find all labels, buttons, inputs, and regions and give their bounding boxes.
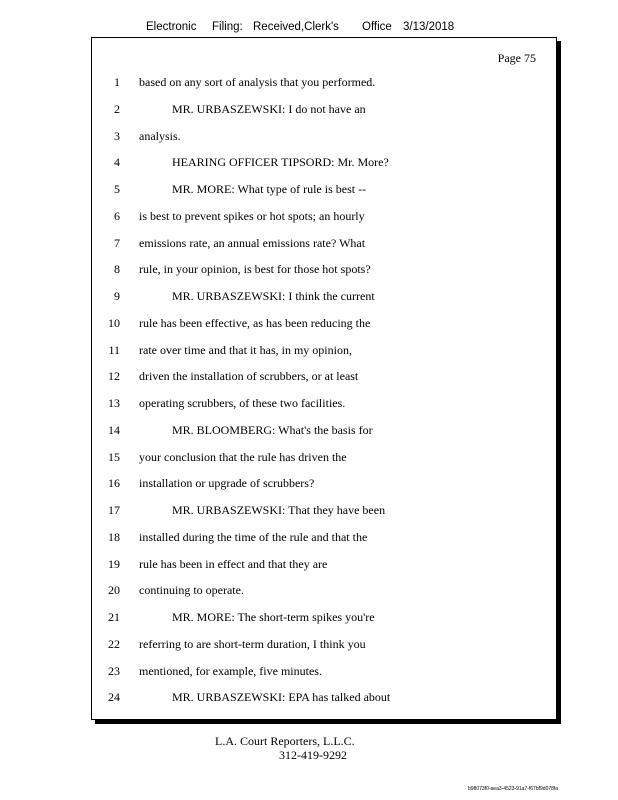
transcript-line [92, 368, 558, 384]
line-text: installation or upgrade of scrubbers? [139, 476, 315, 491]
transcript-line [92, 208, 558, 224]
line-text: rule, in your opinion, is best for those hot spots? [139, 262, 371, 277]
line-number: 14 [108, 422, 120, 437]
line-number: 10 [108, 315, 120, 330]
transcript-page [91, 37, 557, 720]
transcript-line [92, 529, 558, 545]
transcript-line [92, 636, 558, 652]
line-text: operating scrubbers, of these two facilities. [139, 396, 346, 410]
court-reporter-phone: 312-419-9292 [279, 748, 347, 762]
line-text: based on any sort of analysis that you performed. [139, 75, 376, 89]
transcript-line [92, 315, 558, 331]
transcript-line [92, 449, 558, 465]
transcript-line [92, 556, 558, 572]
filing-stamp-electronic: Electronic [146, 21, 197, 33]
line-number: 18 [108, 529, 120, 544]
line-text: MR. URBASZEWSKI: I think the current [172, 289, 375, 303]
line-text: MR. MORE: The short-term spikes you're [172, 610, 375, 624]
court-reporter-name: L.A. Court Reporters, L.L.C. [215, 734, 355, 748]
transcript-line [92, 288, 558, 304]
line-number: 15 [108, 449, 120, 464]
filing-stamp-received: Received,Clerk's [253, 21, 339, 33]
transcript-line [92, 342, 558, 358]
line-text: continuing to operate. [139, 583, 244, 598]
line-text: MR. URBASZEWSKI: I do not have an [172, 101, 366, 116]
line-number: 11 [108, 342, 120, 357]
line-number: 17 [108, 503, 120, 517]
line-text: installed during the time of the rule and that the [139, 529, 368, 544]
transcript-line [92, 261, 558, 277]
transcript-line [92, 235, 558, 251]
line-number: 9 [114, 289, 120, 303]
line-number: 22 [108, 636, 120, 651]
line-number: 19 [108, 556, 120, 571]
page-number: Page 75 [497, 51, 536, 65]
filing-stamp-office: Office [362, 21, 392, 33]
filing-stamp-filing: Filing: [212, 21, 243, 33]
line-number: 6 [114, 208, 120, 223]
line-number: 3 [114, 128, 120, 143]
transcript-line [92, 663, 558, 679]
line-number: 20 [108, 583, 120, 598]
line-number: 8 [114, 262, 120, 277]
transcript-line [92, 689, 558, 705]
transcript-line [92, 502, 558, 518]
filing-stamp [0, 21, 618, 37]
line-number: 21 [108, 610, 120, 624]
line-text: is best to prevent spikes or hot spots; an hourly [139, 208, 365, 223]
transcript-line [92, 582, 558, 598]
transcript-line [92, 181, 558, 197]
transcript-line [92, 74, 558, 90]
line-text: rule has been in effect and that they are [139, 556, 328, 571]
line-text: driven the installation of scrubbers, or at least [139, 369, 359, 384]
line-number: 7 [114, 235, 120, 250]
transcript-line [92, 154, 558, 170]
line-text: mentioned, for example, five minutes. [139, 663, 322, 678]
line-number: 16 [108, 476, 120, 491]
line-number: 13 [108, 396, 120, 410]
line-number: 4 [114, 155, 120, 170]
document-id: b98073f0-aea3-4523-91a7-f67bf9d078fa [468, 786, 559, 792]
line-number: 24 [108, 690, 120, 705]
line-text: HEARING OFFICER TIPSORD: Mr. More? [172, 155, 389, 170]
line-number: 5 [114, 182, 120, 196]
line-text: MR. MORE: What type of rule is best -- [172, 182, 367, 196]
filing-stamp-date: 3/13/2018 [403, 21, 455, 33]
line-number: 1 [114, 75, 120, 89]
line-text: rate over time and that it has, in my opinion, [139, 342, 352, 357]
line-text: emissions rate, an annual emissions rate? What [139, 235, 366, 250]
transcript-line [92, 128, 558, 144]
line-text: referring to are short-term duration, I think you [139, 636, 366, 651]
transcript-line [92, 609, 558, 625]
line-number: 12 [108, 369, 120, 384]
transcript-line [92, 475, 558, 491]
line-text: MR. URBASZEWSKI: EPA has talked about [172, 690, 391, 705]
line-text: MR. BLOOMBERG: What's the basis for [172, 422, 373, 437]
line-number: 23 [108, 663, 120, 678]
transcript-line [92, 422, 558, 438]
line-text: analysis. [139, 128, 181, 143]
line-text: MR. URBASZEWSKI: That they have been [172, 503, 386, 517]
transcript-line [92, 101, 558, 117]
line-text: rule has been effective, as has been reducing the [139, 315, 371, 330]
line-text: your conclusion that the rule has driven the [139, 449, 347, 464]
transcript-line [92, 395, 558, 411]
line-number: 2 [114, 101, 120, 116]
